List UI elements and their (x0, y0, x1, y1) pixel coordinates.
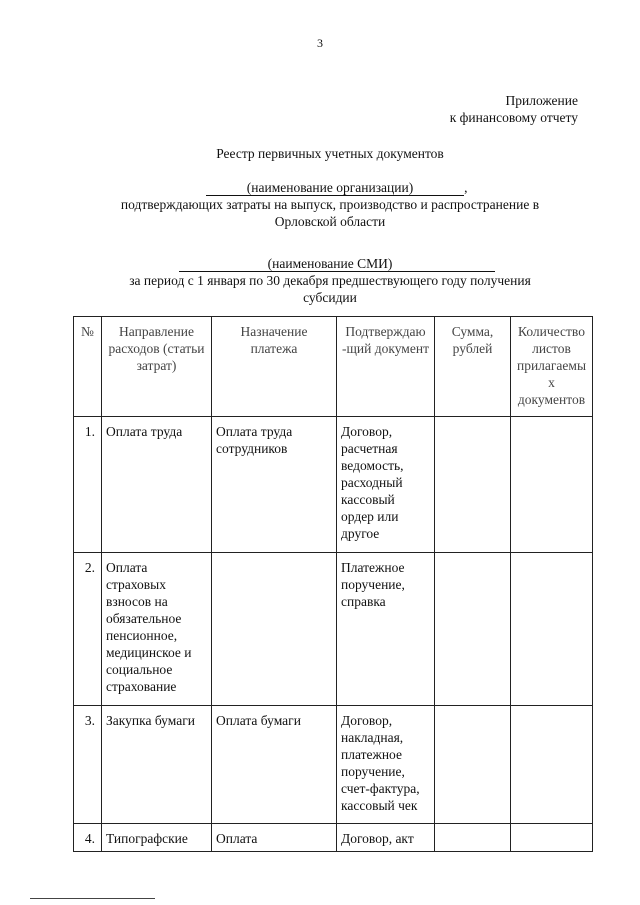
table-row (74, 706, 593, 824)
row-number: 1. (74, 417, 102, 553)
header-direction: Направление расходов (статьи затрат) (102, 317, 212, 417)
table-row (74, 824, 593, 852)
row-sheets (511, 553, 593, 706)
header-number: № (74, 317, 102, 417)
header-sheets: Количество листов прилагаемы х документов (511, 317, 593, 417)
row-document: Договор, акт (337, 824, 435, 852)
org-name-caption: (наименование организации) (246, 180, 414, 195)
title-line-1: Реестр первичных учетных документов (216, 146, 444, 161)
row-sum (435, 553, 511, 706)
row-document: Договор, расчетная ведомость, расходный кассовый ордер или другое (337, 417, 435, 553)
row-direction: Оплата труда (102, 417, 212, 553)
header-document: Подтверждаю -щий документ (337, 317, 435, 417)
table-row (74, 417, 593, 553)
row-number: 4. (74, 824, 102, 852)
footnote-separator (30, 898, 155, 899)
table-row (74, 553, 593, 706)
row-number: 2. (74, 553, 102, 706)
row-purpose: Оплата бумаги (212, 706, 337, 824)
page-number: 3 (317, 36, 323, 50)
title-line-7: субсидии (303, 290, 357, 305)
row-direction: Оплата страховых взносов на обязательное пенсионное, медицинское и социальное страхование (102, 553, 212, 706)
row-sheets (511, 824, 593, 852)
registry-table (73, 316, 593, 852)
row-sheets (511, 417, 593, 553)
appendix-line-2: к финансовому отчету (449, 110, 578, 125)
media-name-caption: (наименование СМИ) (267, 256, 393, 271)
row-purpose (212, 553, 337, 706)
row-purpose: Оплата (212, 824, 337, 852)
appendix-heading (450, 92, 578, 126)
row-sheets (511, 706, 593, 824)
org-name-comma: , (464, 180, 468, 195)
row-sum (435, 824, 511, 852)
row-document: Платежное поручение, справка (337, 553, 435, 706)
row-direction: Закупка бумаги (102, 706, 212, 824)
media-name-blank-line (60, 238, 600, 255)
header-purpose: Назначение платежа (212, 317, 337, 417)
row-sum (435, 706, 511, 824)
row-direction: Типографские (102, 824, 212, 852)
title-line-3: подтверждающих затраты на выпуск, производство и распространение в (120, 197, 540, 212)
appendix-line-1: Приложение (505, 93, 578, 108)
title-line-4: Орловской области (274, 214, 386, 229)
title-line-6: за период с 1 января по 30 декабря предшествующего году получения (129, 273, 531, 288)
table-header-row (74, 317, 593, 417)
document-title (60, 145, 600, 306)
row-sum (435, 417, 511, 553)
row-number: 3. (74, 706, 102, 824)
row-document: Договор, накладная, платежное поручение, счет-фактура, кассовый чек (337, 706, 435, 824)
row-purpose: Оплата труда сотрудников (212, 417, 337, 553)
header-sum: Сумма, рублей (435, 317, 511, 417)
